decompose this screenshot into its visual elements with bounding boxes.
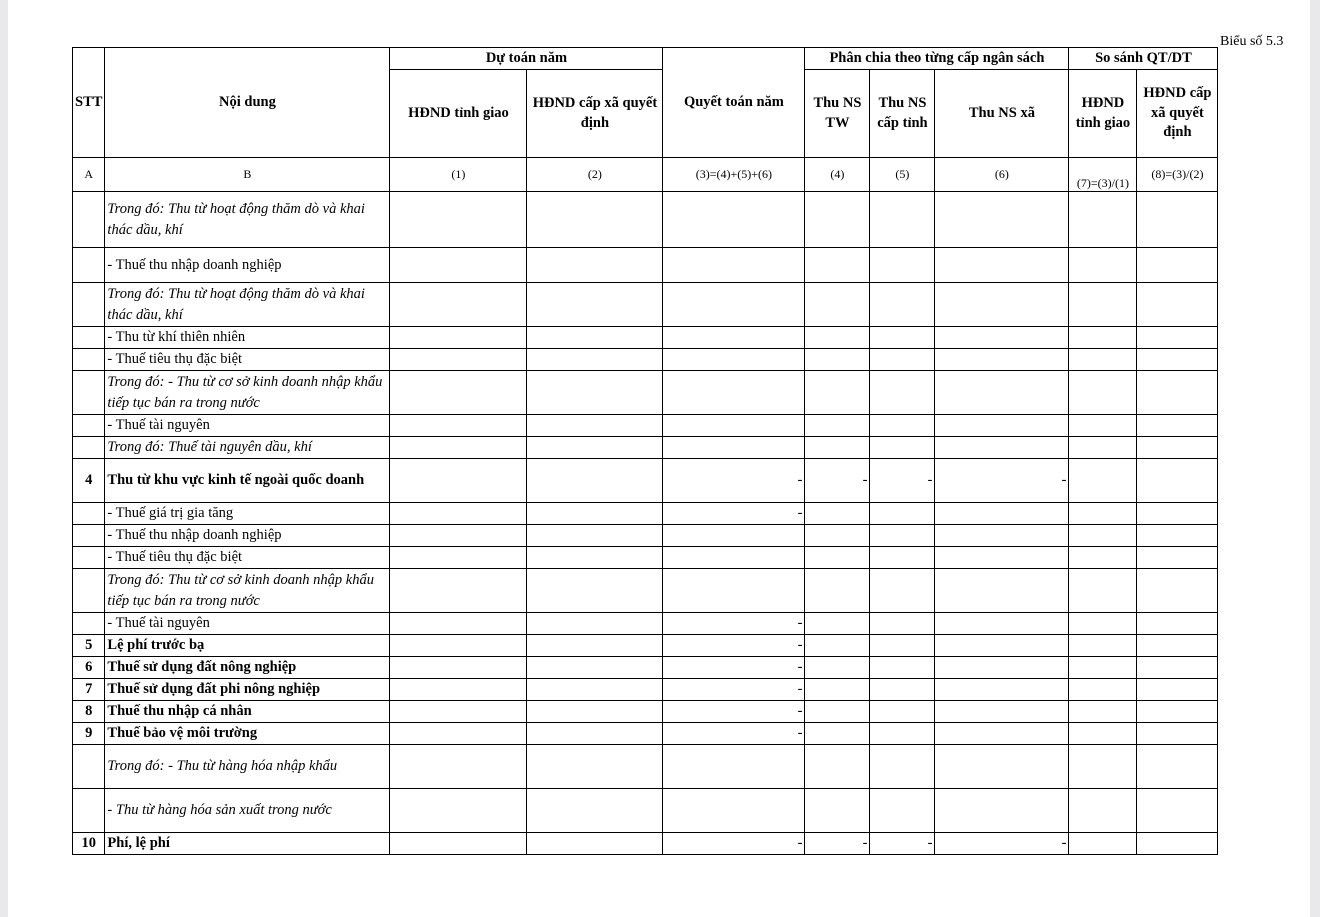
row-ns-tw xyxy=(805,547,870,569)
row-ns-commune xyxy=(935,525,1069,547)
row-cmp-province xyxy=(1069,635,1137,657)
row-ns-commune xyxy=(935,635,1069,657)
row-content: - Thuế thu nhập doanh nghiệp xyxy=(105,525,390,547)
row-ns-tw xyxy=(805,503,870,525)
row-cmp-province xyxy=(1069,547,1137,569)
row-cmp-province xyxy=(1069,679,1137,701)
row-stt: 10 xyxy=(73,833,105,855)
row-hdnd-commune xyxy=(527,192,663,248)
row-hdnd-commune xyxy=(527,248,663,283)
row-cmp-province xyxy=(1069,415,1137,437)
row-cmp-province xyxy=(1069,437,1137,459)
row-stt xyxy=(73,415,105,437)
row-ns-province xyxy=(870,349,935,371)
row-hdnd-province xyxy=(390,723,527,745)
header-group-estimate: Dự toán năm xyxy=(390,48,663,70)
row-cmp-commune xyxy=(1137,503,1218,525)
row-cmp-commune xyxy=(1137,547,1218,569)
table-row xyxy=(73,833,1218,855)
index-cell: (2) xyxy=(527,158,663,192)
row-ns-tw xyxy=(805,745,870,789)
row-cmp-commune xyxy=(1137,723,1218,745)
row-ns-province xyxy=(870,327,935,349)
row-stt: 4 xyxy=(73,459,105,503)
row-cmp-province xyxy=(1069,723,1137,745)
row-cmp-province xyxy=(1069,503,1137,525)
row-stt xyxy=(73,503,105,525)
row-hdnd-province xyxy=(390,547,527,569)
row-ns-commune: - xyxy=(935,833,1069,855)
row-cmp-province xyxy=(1069,371,1137,415)
row-ns-commune xyxy=(935,415,1069,437)
header-group-compare: So sánh QT/DT xyxy=(1069,48,1218,70)
row-cmp-commune xyxy=(1137,525,1218,547)
row-ns-province xyxy=(870,569,935,613)
row-cmp-province xyxy=(1069,657,1137,679)
table-row xyxy=(73,371,1218,415)
row-stt xyxy=(73,371,105,415)
row-hdnd-province xyxy=(390,635,527,657)
row-settlement: - xyxy=(663,613,805,635)
row-hdnd-commune xyxy=(527,459,663,503)
row-settlement xyxy=(663,371,805,415)
row-cmp-commune xyxy=(1137,248,1218,283)
row-ns-province xyxy=(870,503,935,525)
row-content: Trong đó: Thu từ hoạt động thăm dò và khai thác dầu, khí xyxy=(105,283,390,327)
row-ns-commune xyxy=(935,283,1069,327)
row-ns-province xyxy=(870,437,935,459)
row-ns-tw: - xyxy=(805,459,870,503)
row-stt xyxy=(73,248,105,283)
header-ns-commune: Thu NS xã xyxy=(935,70,1069,158)
row-ns-tw xyxy=(805,327,870,349)
row-content: Thuế sử dụng đất nông nghiệp xyxy=(105,657,390,679)
row-cmp-commune xyxy=(1137,437,1218,459)
row-ns-commune xyxy=(935,192,1069,248)
row-settlement: - xyxy=(663,657,805,679)
row-settlement xyxy=(663,349,805,371)
index-cell: (8)=(3)/(2) xyxy=(1137,158,1218,192)
row-ns-commune xyxy=(935,745,1069,789)
row-hdnd-commune xyxy=(527,701,663,723)
row-cmp-province xyxy=(1069,701,1137,723)
row-settlement xyxy=(663,745,805,789)
header-group-split: Phân chia theo từng cấp ngân sách xyxy=(805,48,1069,70)
row-ns-commune xyxy=(935,701,1069,723)
row-stt xyxy=(73,613,105,635)
row-hdnd-commune xyxy=(527,723,663,745)
header-hdnd-province: HĐND tỉnh giao xyxy=(390,70,527,158)
table-row xyxy=(73,283,1218,327)
index-cell: (5) xyxy=(870,158,935,192)
header-hdnd-commune: HĐND cấp xã quyết định xyxy=(527,70,663,158)
table-row xyxy=(73,192,1218,248)
row-settlement xyxy=(663,525,805,547)
row-stt: 6 xyxy=(73,657,105,679)
row-ns-tw xyxy=(805,415,870,437)
table-row xyxy=(73,789,1218,833)
row-content: Trong đó: Thuế tài nguyên dầu, khí xyxy=(105,437,390,459)
row-ns-commune xyxy=(935,613,1069,635)
row-ns-province xyxy=(870,415,935,437)
row-cmp-commune xyxy=(1137,679,1218,701)
row-settlement: - xyxy=(663,503,805,525)
table-row xyxy=(73,459,1218,503)
row-cmp-commune xyxy=(1137,283,1218,327)
row-hdnd-province xyxy=(390,415,527,437)
row-ns-province xyxy=(870,789,935,833)
row-hdnd-province xyxy=(390,745,527,789)
row-ns-commune xyxy=(935,679,1069,701)
row-settlement: - xyxy=(663,723,805,745)
row-ns-tw xyxy=(805,371,870,415)
table-row xyxy=(73,635,1218,657)
row-ns-province xyxy=(870,635,935,657)
row-ns-commune xyxy=(935,547,1069,569)
row-hdnd-commune xyxy=(527,283,663,327)
row-ns-tw xyxy=(805,679,870,701)
row-settlement xyxy=(663,547,805,569)
row-hdnd-commune xyxy=(527,569,663,613)
index-cell: (6) xyxy=(935,158,1069,192)
row-hdnd-province xyxy=(390,437,527,459)
row-cmp-commune xyxy=(1137,635,1218,657)
table-row xyxy=(73,349,1218,371)
row-hdnd-commune xyxy=(527,745,663,789)
row-cmp-commune xyxy=(1137,745,1218,789)
row-ns-province xyxy=(870,192,935,248)
row-settlement xyxy=(663,192,805,248)
row-settlement xyxy=(663,569,805,613)
index-cell: A xyxy=(73,158,105,192)
row-ns-province xyxy=(870,723,935,745)
row-cmp-commune xyxy=(1137,569,1218,613)
row-ns-province xyxy=(870,657,935,679)
table-row xyxy=(73,723,1218,745)
row-stt xyxy=(73,437,105,459)
row-hdnd-province xyxy=(390,569,527,613)
row-cmp-commune xyxy=(1137,613,1218,635)
row-content: Trong đó: - Thu từ hàng hóa nhập khẩu xyxy=(105,745,390,789)
row-ns-commune xyxy=(935,503,1069,525)
row-settlement xyxy=(663,415,805,437)
index-cell: (7)=(3)/(1) xyxy=(1069,158,1137,192)
index-cell: (4) xyxy=(805,158,870,192)
row-hdnd-province xyxy=(390,192,527,248)
row-stt xyxy=(73,349,105,371)
header-ns-province: Thu NS cấp tỉnh xyxy=(870,70,935,158)
table-row xyxy=(73,613,1218,635)
document-page xyxy=(8,0,1310,917)
row-content: - Thuế tiêu thụ đặc biệt xyxy=(105,547,390,569)
row-content: Thuế thu nhập cá nhân xyxy=(105,701,390,723)
row-hdnd-commune xyxy=(527,833,663,855)
row-content: - Thu từ khí thiên nhiên xyxy=(105,327,390,349)
row-ns-province xyxy=(870,525,935,547)
row-settlement xyxy=(663,437,805,459)
header-content: Nội dung xyxy=(105,48,390,158)
row-cmp-commune xyxy=(1137,349,1218,371)
row-content: Thuế bảo vệ môi trường xyxy=(105,723,390,745)
row-hdnd-commune xyxy=(527,371,663,415)
row-ns-province xyxy=(870,701,935,723)
row-ns-tw xyxy=(805,248,870,283)
row-stt xyxy=(73,789,105,833)
row-cmp-commune xyxy=(1137,833,1218,855)
header-stt: STT xyxy=(73,48,105,158)
row-cmp-province xyxy=(1069,349,1137,371)
row-stt: 7 xyxy=(73,679,105,701)
row-settlement xyxy=(663,327,805,349)
row-ns-commune: - xyxy=(935,459,1069,503)
row-ns-province xyxy=(870,679,935,701)
row-hdnd-province xyxy=(390,371,527,415)
row-hdnd-province xyxy=(390,459,527,503)
row-ns-commune xyxy=(935,437,1069,459)
row-settlement: - xyxy=(663,679,805,701)
row-ns-province xyxy=(870,613,935,635)
row-settlement xyxy=(663,789,805,833)
row-ns-tw xyxy=(805,613,870,635)
row-cmp-province xyxy=(1069,833,1137,855)
row-cmp-province xyxy=(1069,283,1137,327)
row-cmp-commune xyxy=(1137,371,1218,415)
row-settlement xyxy=(663,248,805,283)
row-ns-province: - xyxy=(870,459,935,503)
row-hdnd-commune xyxy=(527,327,663,349)
row-settlement xyxy=(663,283,805,327)
table-row xyxy=(73,327,1218,349)
row-content: - Thuế giá trị gia tăng xyxy=(105,503,390,525)
row-settlement: - xyxy=(663,701,805,723)
row-cmp-commune xyxy=(1137,192,1218,248)
row-content: Trong đó: - Thu từ cơ sở kinh doanh nhập khẩu tiếp tục bán ra trong nước xyxy=(105,371,390,415)
row-cmp-province xyxy=(1069,525,1137,547)
row-ns-commune xyxy=(935,569,1069,613)
row-content: Thuế sử dụng đất phi nông nghiệp xyxy=(105,679,390,701)
row-cmp-commune xyxy=(1137,789,1218,833)
row-hdnd-commune xyxy=(527,635,663,657)
row-hdnd-province xyxy=(390,283,527,327)
row-hdnd-province xyxy=(390,248,527,283)
row-cmp-commune xyxy=(1137,459,1218,503)
row-ns-tw xyxy=(805,525,870,547)
row-cmp-province xyxy=(1069,192,1137,248)
row-cmp-province xyxy=(1069,569,1137,613)
row-hdnd-province xyxy=(390,679,527,701)
row-ns-commune xyxy=(935,248,1069,283)
row-ns-province: - xyxy=(870,833,935,855)
table-row xyxy=(73,503,1218,525)
row-hdnd-commune xyxy=(527,547,663,569)
row-ns-province xyxy=(870,745,935,789)
row-content: - Thuế tài nguyên xyxy=(105,613,390,635)
row-hdnd-province xyxy=(390,613,527,635)
table-row xyxy=(73,437,1218,459)
row-hdnd-commune xyxy=(527,657,663,679)
row-stt: 9 xyxy=(73,723,105,745)
row-stt xyxy=(73,745,105,789)
row-hdnd-province xyxy=(390,657,527,679)
row-ns-province xyxy=(870,283,935,327)
table-row xyxy=(73,569,1218,613)
row-stt xyxy=(73,525,105,547)
row-ns-tw xyxy=(805,192,870,248)
row-cmp-commune xyxy=(1137,327,1218,349)
header-cmp-province: HĐND tỉnh giao xyxy=(1069,70,1137,158)
row-ns-commune xyxy=(935,327,1069,349)
row-content: Phí, lệ phí xyxy=(105,833,390,855)
row-cmp-province xyxy=(1069,745,1137,789)
table-row xyxy=(73,657,1218,679)
row-ns-province xyxy=(870,547,935,569)
row-settlement: - xyxy=(663,635,805,657)
row-hdnd-province xyxy=(390,327,527,349)
row-ns-commune xyxy=(935,789,1069,833)
budget-table xyxy=(72,47,1218,855)
row-hdnd-province xyxy=(390,525,527,547)
row-ns-tw: - xyxy=(805,833,870,855)
row-ns-tw xyxy=(805,723,870,745)
row-content: - Thuế thu nhập doanh nghiệp xyxy=(105,248,390,283)
row-ns-commune xyxy=(935,349,1069,371)
row-hdnd-province xyxy=(390,349,527,371)
table-body xyxy=(73,192,1218,855)
row-stt xyxy=(73,547,105,569)
row-hdnd-commune xyxy=(527,525,663,547)
row-stt: 8 xyxy=(73,701,105,723)
row-hdnd-province xyxy=(390,701,527,723)
row-content: Trong đó: Thu từ cơ sở kinh doanh nhập khẩu tiếp tục bán ra trong nước xyxy=(105,569,390,613)
row-hdnd-commune xyxy=(527,437,663,459)
row-content: Thu từ khu vực kinh tế ngoài quốc doanh xyxy=(105,459,390,503)
row-content: - Thuế tiêu thụ đặc biệt xyxy=(105,349,390,371)
row-hdnd-commune xyxy=(527,349,663,371)
row-settlement: - xyxy=(663,833,805,855)
row-ns-tw xyxy=(805,635,870,657)
row-ns-tw xyxy=(805,569,870,613)
index-cell: (3)=(4)+(5)+(6) xyxy=(663,158,805,192)
index-cell: B xyxy=(105,158,390,192)
table-row xyxy=(73,679,1218,701)
row-settlement: - xyxy=(663,459,805,503)
row-ns-commune xyxy=(935,657,1069,679)
row-ns-tw xyxy=(805,437,870,459)
row-stt: 5 xyxy=(73,635,105,657)
row-hdnd-commune xyxy=(527,613,663,635)
header-ns-tw: Thu NS TW xyxy=(805,70,870,158)
table-row xyxy=(73,701,1218,723)
row-ns-tw xyxy=(805,283,870,327)
row-hdnd-commune xyxy=(527,415,663,437)
table-row xyxy=(73,547,1218,569)
row-ns-commune xyxy=(935,723,1069,745)
row-ns-tw xyxy=(805,349,870,371)
table-row xyxy=(73,248,1218,283)
table-row xyxy=(73,525,1218,547)
row-hdnd-commune xyxy=(527,679,663,701)
row-stt xyxy=(73,569,105,613)
form-number: Biểu số 5.3 xyxy=(1220,34,1284,49)
row-cmp-province xyxy=(1069,327,1137,349)
row-content: - Thuế tài nguyên xyxy=(105,415,390,437)
row-cmp-commune xyxy=(1137,701,1218,723)
table-row xyxy=(73,415,1218,437)
row-cmp-province xyxy=(1069,789,1137,833)
row-cmp-province xyxy=(1069,613,1137,635)
row-hdnd-commune xyxy=(527,789,663,833)
table-row xyxy=(73,745,1218,789)
row-content: - Thu từ hàng hóa sản xuất trong nước xyxy=(105,789,390,833)
row-hdnd-commune xyxy=(527,503,663,525)
row-content: Trong đó: Thu từ hoạt động thăm dò và khai thác dầu, khí xyxy=(105,192,390,248)
row-content: Lệ phí trước bạ xyxy=(105,635,390,657)
row-ns-province xyxy=(870,371,935,415)
header-cmp-commune: HĐND cấp xã quyết định xyxy=(1137,70,1218,158)
row-cmp-commune xyxy=(1137,415,1218,437)
row-stt xyxy=(73,327,105,349)
row-hdnd-province xyxy=(390,789,527,833)
row-ns-province xyxy=(870,248,935,283)
row-ns-tw xyxy=(805,657,870,679)
row-ns-tw xyxy=(805,701,870,723)
row-hdnd-province xyxy=(390,503,527,525)
index-cell: (1) xyxy=(390,158,527,192)
row-cmp-commune xyxy=(1137,657,1218,679)
row-cmp-province xyxy=(1069,459,1137,503)
row-hdnd-province xyxy=(390,833,527,855)
row-stt xyxy=(73,192,105,248)
row-ns-commune xyxy=(935,371,1069,415)
row-cmp-province xyxy=(1069,248,1137,283)
row-stt xyxy=(73,283,105,327)
header-settlement: Quyết toán năm xyxy=(663,48,805,158)
row-ns-tw xyxy=(805,789,870,833)
